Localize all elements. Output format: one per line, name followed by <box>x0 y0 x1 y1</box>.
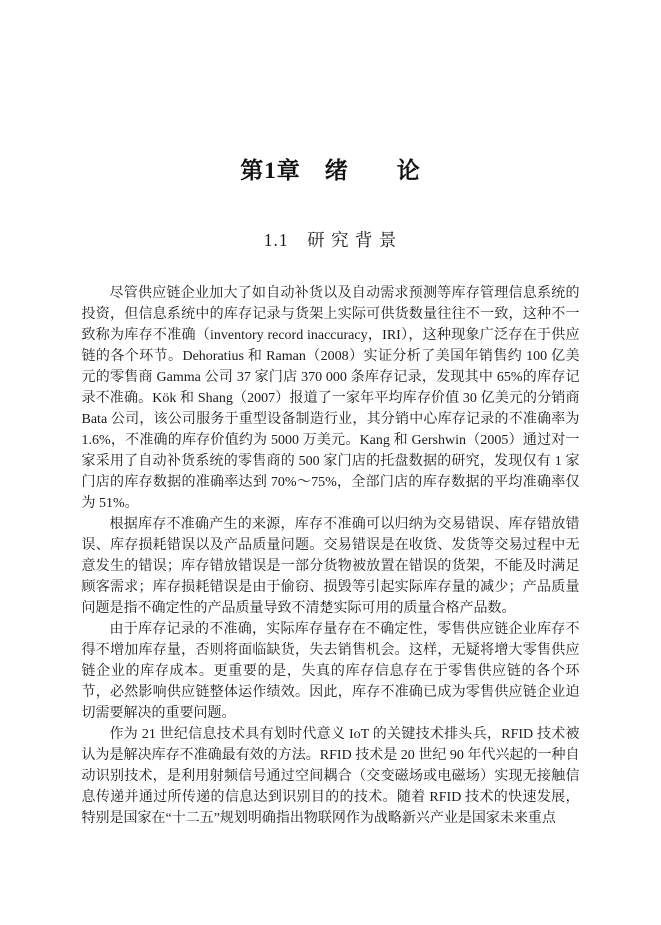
section-heading: 1.1 研 究 背 景 <box>263 230 398 250</box>
body-paragraph: 根据库存不准确产生的来源，库存不准确可以归纳为交易错误、库存错放错误、库存损耗错误以及产品质量问题。交易错误是在收货、发货等交易过程中无意发生的错误；库存错放错误是一部分货物被放置在错误的货架，不能及时满足顾客需求；库存损耗错误是由于偷窃、损毁等引起实际库存量的减少；产品质量问题是指不确定性的产品质量导致不清楚实际可用的质量合格产品数。 <box>81 517 580 616</box>
body-paragraph: 作为 21 世纪信息技术具有划时代意义 IoT 的关键技术排头兵，RFID 技术被认为是解决库存不准确最有效的方法。RFID 技术是 20 世纪 90 年代兴起的一种自动识别技术，是利用射频信号通过空间耦合（交变磁场或电磁场）实现无接触信息传递并通过所传递的信息达到识别目的的技术。随着 RFID 技术的快速发展，特别是国家在“十二五”规划明确指出物联网作为战略新兴产业是国家未来重点 <box>81 727 580 826</box>
chapter-title: 第1章 绪 论 <box>240 158 421 183</box>
body-paragraph: 由于库存记录的不准确，实际库存量存在不确定性，零售供应链企业库存不得不增加库存量，否则将面临缺货，失去销售机会。这样，无疑将增大零售供应链企业的库存成本。更重要的是，失真的库存信息存在于零售供应链的各个环节，必然影响供应链整体运作绩效。因此，库存不准确已成为零售供应链企业迫切需要解决的重要问题。 <box>81 622 580 721</box>
body-text-block <box>82 283 580 829</box>
body-paragraph: 尽管供应链企业加大了如自动补货以及自动需求预测等库存管理信息系统的投资，但信息系统中的库存记录与货架上实际可供货数量往往不一致，这种不一致称为库存不准确（inventory record inaccuracy，IRI），这种现象广泛存在于供应链的各个环节。Dehoratius 和 Raman（2008）实证分析了美国年销售约 100 亿美元的零售商 Gamma 公司 37 家门店 370 000 条库存记录，发现其中 65%的库存记录不准确。Kök 和 Shang（2007）报道了一家年平均库存价值 30 亿美元的分销商 Bata 公司，该公司服务于重型设备制造行业，其分销中心库存记录的不准确率为 1.6%，不准确的库存价值约为 5000 万美元。Kang 和 Gershwin（2005）通过对一家采用了自动补货系统的零售商的 500 家门店的托盘数据的研究，发现仅有 1 家门店的库存数据的准确率达到 70%～75%，全部门店的库存数据的平均准确率仅为 51%。 <box>81 286 580 511</box>
